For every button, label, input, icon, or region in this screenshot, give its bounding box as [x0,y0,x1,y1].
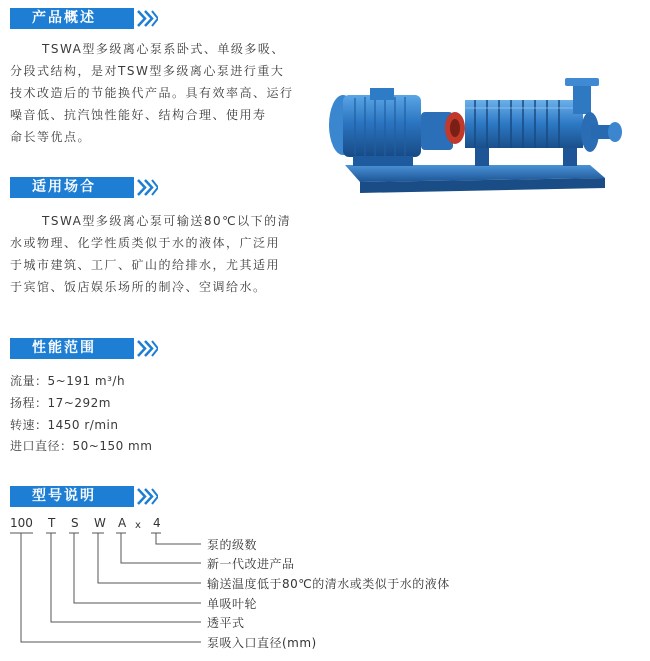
code-new-gen: A [118,516,127,530]
text-line: TSWA型多级离心泵可输送80℃以下的清 [42,214,292,228]
desc-single-suction: 单吸叶轮 [207,597,258,611]
text-line: 水或物理、化学性质类似于水的液体，广泛用 [10,236,281,250]
desc-new-gen: 新一代改进产品 [207,557,295,571]
code-water-temp: W [94,516,106,530]
text-line: TSWA型多级离心泵系卧式、单级多吸、 [42,42,285,56]
text-line: 技术改造后的节能换代产品。具有效率高、运行 [10,86,294,100]
text-line: 分段式结构，是对TSW型多级离心泵进行重大 [10,64,285,78]
spec-head: 扬程：17~292m [10,396,111,410]
text-line: 于城市建筑、工厂、矿山的给排水，尤其适用 [10,258,281,272]
desc-stages: 泵的级数 [207,538,258,552]
spec-flow: 流量：5~191 m³/h [10,374,126,388]
code-turbine: T [48,516,56,530]
text-line: 噪音低、抗汽蚀性能好、结构合理、使用寿 [10,108,267,122]
spec-speed: 转速：1450 r/min [10,418,119,432]
spec-inlet-diameter: 进口直径：50~150 mm [10,439,153,453]
desc-inlet-diameter: 泵吸入口直径(mm) [207,636,317,650]
code-single-suction: S [71,516,79,530]
section-title: 适用场合 [32,179,96,195]
text-line: 于宾馆、饭店娱乐场所的制冷、空调给水。 [10,280,267,294]
code-diameter: 100 [10,516,33,530]
section-title: 产品概述 [32,10,96,26]
text-line: 命长等优点。 [10,130,92,144]
code-times: x [135,520,141,531]
section-title: 性能范围 [32,340,96,356]
pump-motor-illustration [325,70,625,200]
desc-water-temp: 输送温度低于80℃的清水或类似于水的液体 [207,577,450,591]
section-title: 型号说明 [32,488,96,504]
desc-turbine: 透平式 [207,616,245,630]
code-stages: 4 [153,516,161,530]
